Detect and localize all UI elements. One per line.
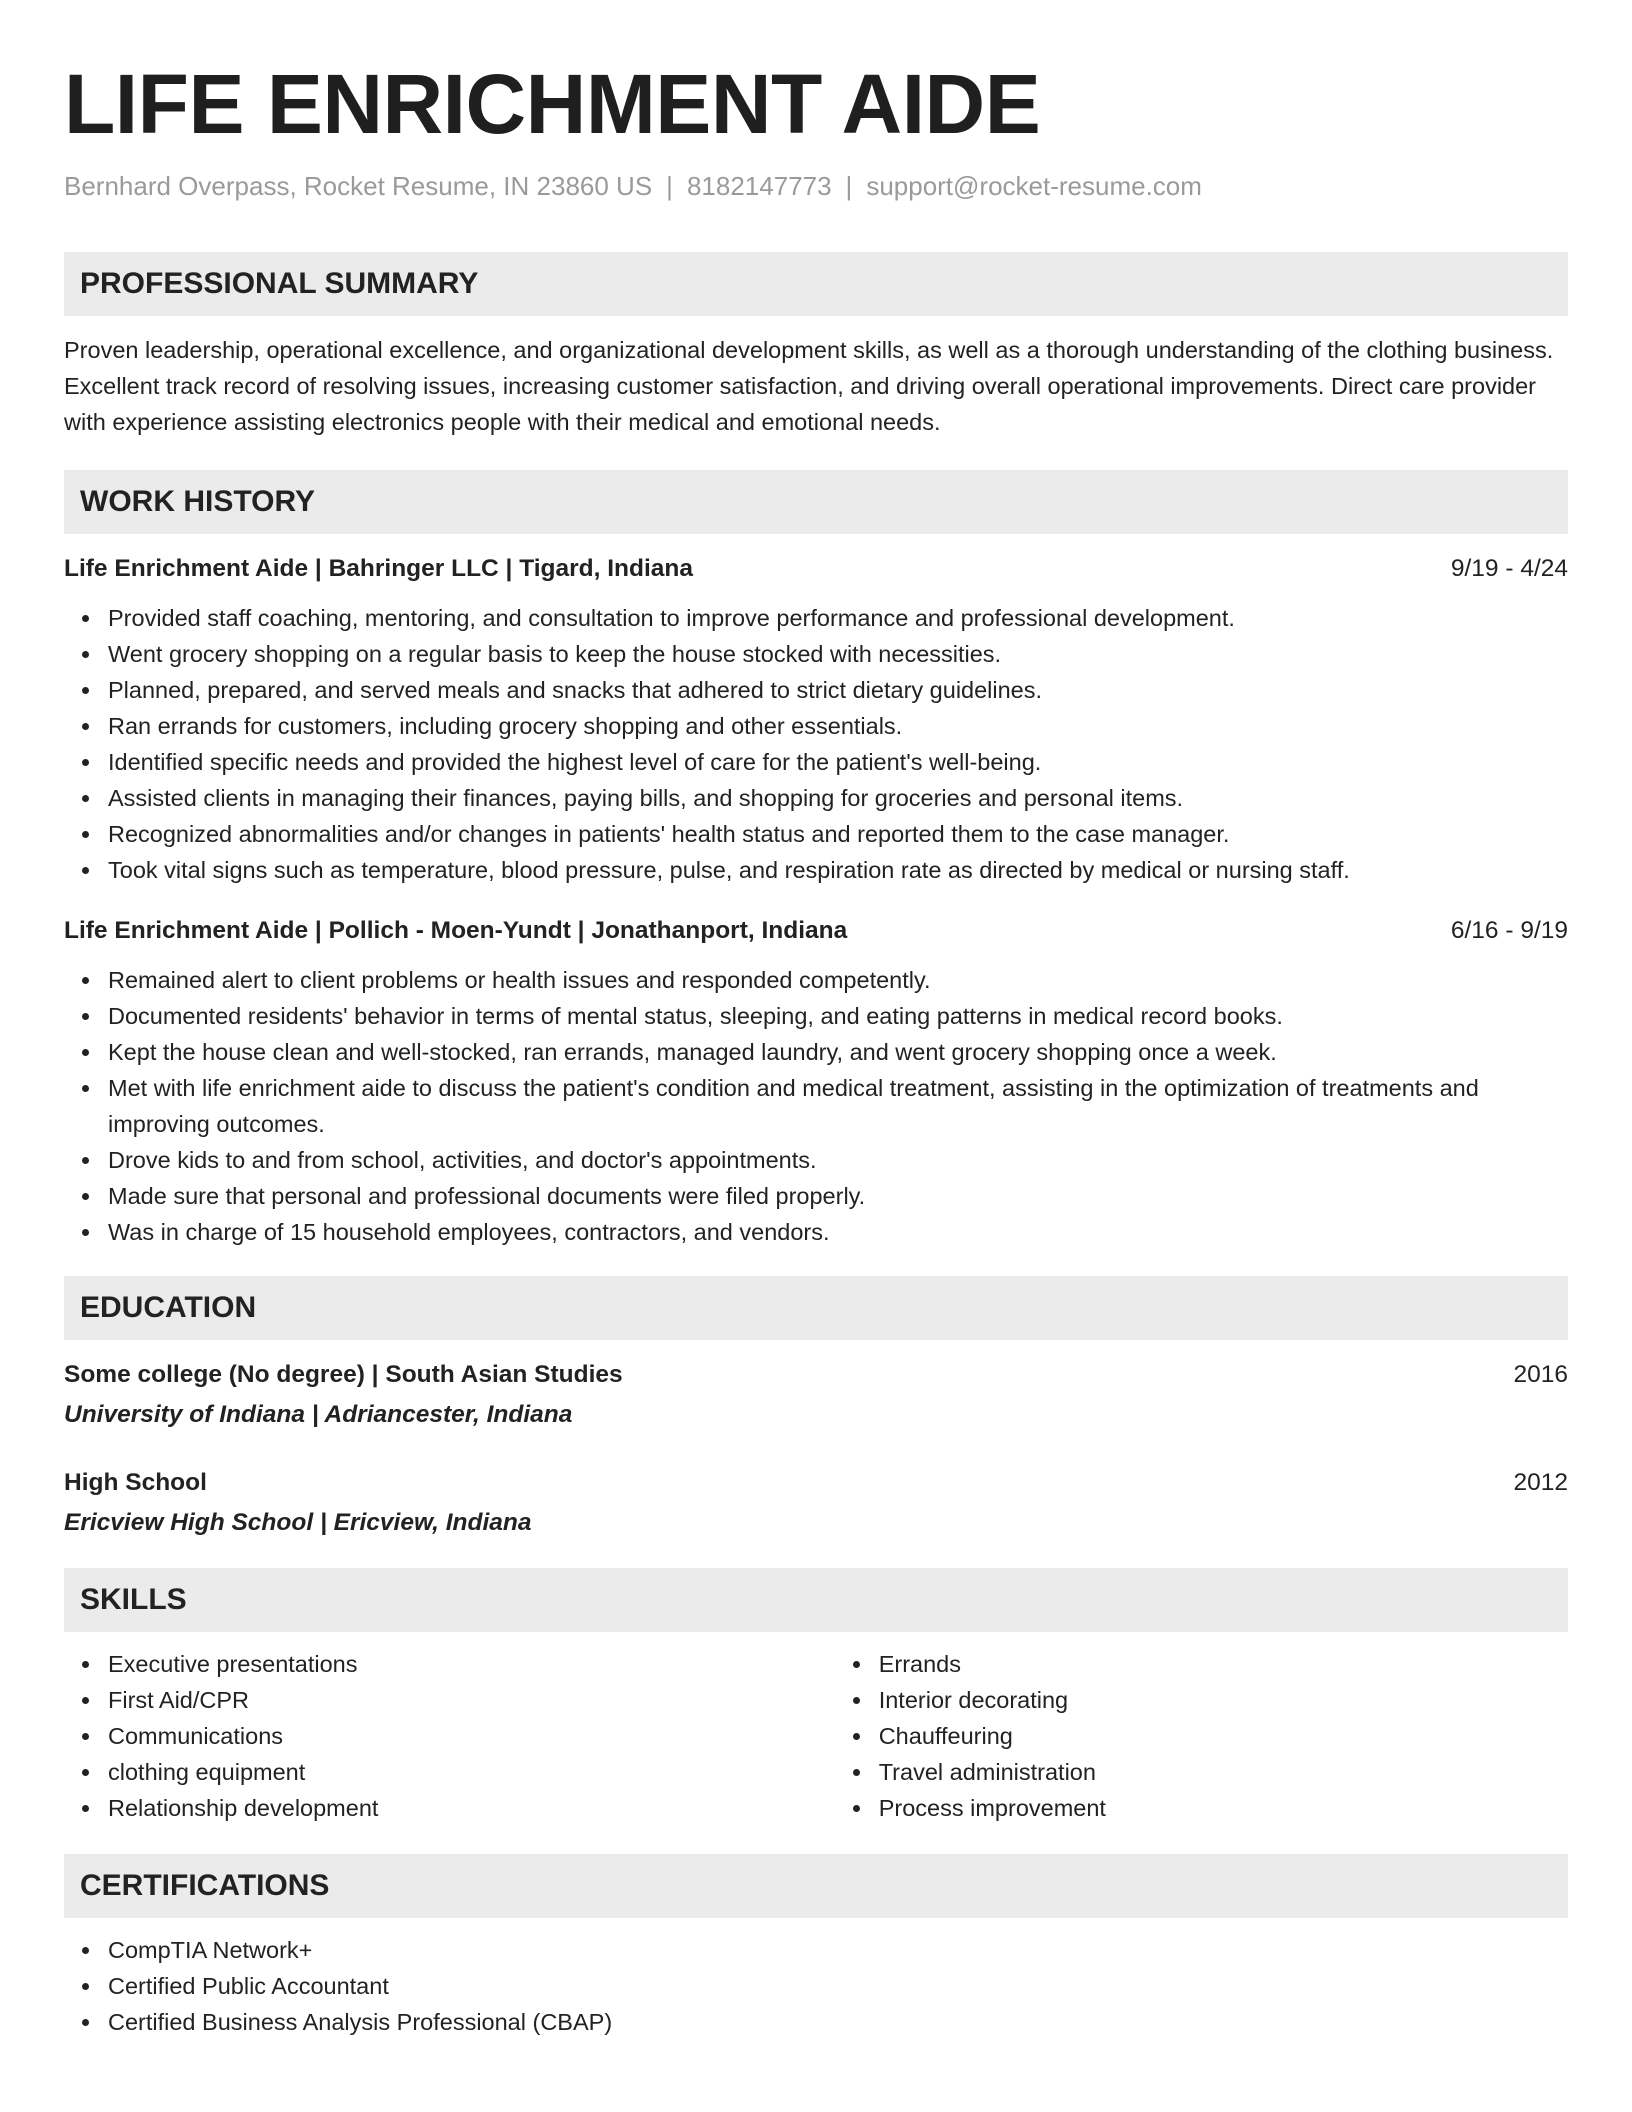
job-bullet: Ran errands for customers, including grocery shopping and other essentials.	[108, 708, 1568, 744]
job-bullet: Made sure that personal and professional documents were filed properly.	[108, 1178, 1568, 1214]
job-bullet: Met with life enrichment aide to discuss the patient's condition and medical treatment, assisting in the optimization of treatments and improving outcomes.	[108, 1070, 1568, 1142]
education-year: 2012	[1513, 1469, 1568, 1496]
resume-name-heading: LIFE ENRICHMENT AIDE	[64, 57, 1041, 151]
education-school: Ericview High School | Ericview, Indiana	[64, 1509, 532, 1536]
section-heading-certifications: CERTIFICATIONS	[64, 1854, 1568, 1918]
skill-item: Errands	[879, 1646, 1568, 1682]
certification-item: CompTIA Network+	[108, 1932, 1568, 1968]
job-bullet: Identified specific needs and provided the highest level of care for the patient's well-being.	[108, 744, 1568, 780]
skills-list-right	[835, 1646, 1568, 1826]
education-entry	[64, 1358, 1568, 1432]
job-bullet: Kept the house clean and well-stocked, ran errands, managed laundry, and went grocery shopping once a week.	[108, 1034, 1568, 1070]
job-bullet: Took vital signs such as temperature, blood pressure, pulse, and respiration rate as directed by medical or nursing staff.	[108, 852, 1568, 888]
job-bullet: Documented residents' behavior in terms of mental status, sleeping, and eating patterns in medical record books.	[108, 998, 1568, 1034]
contact-separator: |	[666, 171, 673, 201]
job-bullet: Was in charge of 15 household employees, contractors, and vendors.	[108, 1214, 1568, 1250]
certification-item: Certified Public Accountant	[108, 1968, 1568, 2004]
contact-address: Bernhard Overpass, Rocket Resume, IN 23860 US	[64, 171, 653, 201]
job-header	[64, 914, 1568, 948]
section-heading-skills: SKILLS	[64, 1568, 1568, 1632]
skills-columns	[64, 1646, 1568, 1826]
education-title: Some college (No degree) | South Asian Studies	[64, 1361, 623, 1388]
skill-item: Relationship development	[108, 1790, 835, 1826]
education-school: University of Indiana | Adriancester, Indiana	[64, 1401, 573, 1428]
job-bullet: Assisted clients in managing their finances, paying bills, and shopping for groceries and personal items.	[108, 780, 1568, 816]
contact-line	[64, 168, 1568, 204]
job-bullet: Drove kids to and from school, activities, and doctor's appointments.	[108, 1142, 1568, 1178]
skill-item: clothing equipment	[108, 1754, 835, 1790]
skill-item: Executive presentations	[108, 1646, 835, 1682]
skill-item: First Aid/CPR	[108, 1682, 835, 1718]
education-title: High School	[64, 1469, 207, 1496]
job-bullet: Went grocery shopping on a regular basis to keep the house stocked with necessities.	[108, 636, 1568, 672]
education-header	[64, 1358, 1568, 1392]
education-year: 2016	[1513, 1361, 1568, 1388]
skill-item: Process improvement	[879, 1790, 1568, 1826]
section-heading-summary: PROFESSIONAL SUMMARY	[64, 252, 1568, 316]
job-bullet: Remained alert to client problems or health issues and responded competently.	[108, 962, 1568, 998]
job-header	[64, 552, 1568, 586]
skill-item: Travel administration	[879, 1754, 1568, 1790]
section-heading-work-history: WORK HISTORY	[64, 470, 1568, 534]
summary-text: Proven leadership, operational excellence, and organizational development skills, as well as a thorough understanding of the clothing business. Excellent track record of resolving issues, increasing customer satisfaction, and driving overall operational improvements. Direct care provider with experience assisting electronics people with their medical and emotional needs.	[64, 337, 1554, 435]
job-title: Life Enrichment Aide | Pollich - Moen-Yundt | Jonathanport, Indiana	[64, 917, 848, 944]
contact-email: support@rocket-resume.com	[866, 171, 1202, 201]
contact-phone: 8182147773	[686, 171, 832, 201]
education-header	[64, 1466, 1568, 1500]
job-bullet-list	[64, 600, 1568, 888]
contact-separator: |	[845, 171, 853, 201]
skill-item: Interior decorating	[879, 1682, 1568, 1718]
education-entry	[64, 1466, 1568, 1540]
job-dates: 6/16 - 9/19	[1450, 917, 1568, 944]
certification-item: Certified Business Analysis Professional (CBAP)	[108, 2004, 1568, 2040]
job-dates: 9/19 - 4/24	[1450, 555, 1568, 582]
job-bullet: Provided staff coaching, mentoring, and consultation to improve performance and professional development.	[108, 600, 1568, 636]
job-title: Life Enrichment Aide | Bahringer LLC | Tigard, Indiana	[64, 555, 694, 582]
job-bullet: Recognized abnormalities and/or changes in patients' health status and reported them to the case manager.	[108, 816, 1568, 852]
certifications-list	[64, 1932, 1568, 2040]
job-entry	[64, 552, 1568, 888]
section-heading-education: EDUCATION	[64, 1276, 1568, 1340]
job-bullet-list	[64, 962, 1568, 1250]
skills-list-left	[64, 1646, 835, 1826]
skill-item: Communications	[108, 1718, 835, 1754]
job-entry	[64, 914, 1568, 1250]
skill-item: Chauffeuring	[879, 1718, 1568, 1754]
job-bullet: Planned, prepared, and served meals and snacks that adhered to strict dietary guidelines.	[108, 672, 1568, 708]
